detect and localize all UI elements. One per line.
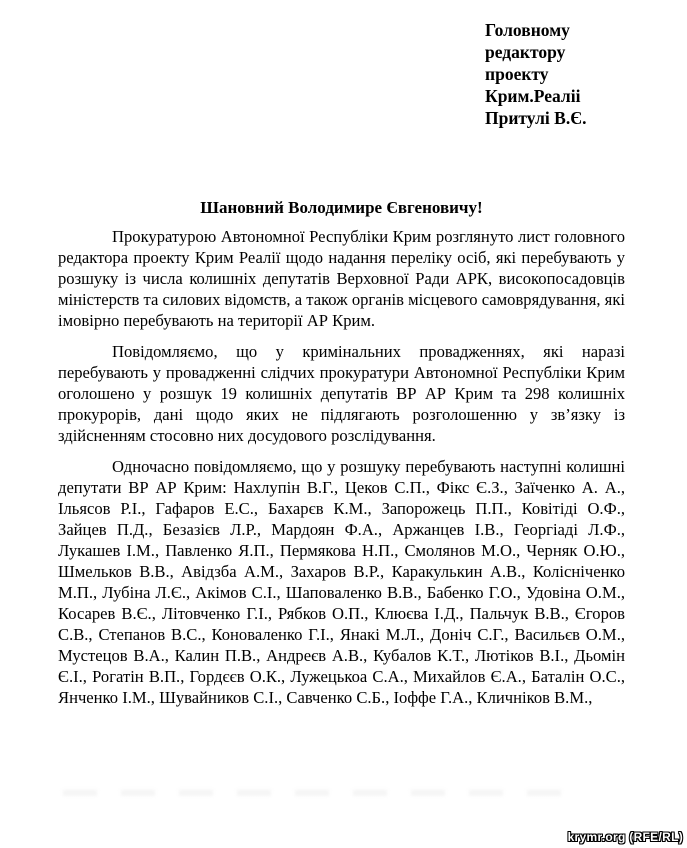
scan-fade-overlay bbox=[0, 730, 687, 815]
paragraph-2: Повідомляємо, що у кримінальних провадженнях, які наразі перебувають у провадженні слідчих прокуратури Автономної Республіки Крим оголошено у розшук 19 колишніх депутатів ВР АР Крим та 298 колишніх прокурорів, дані щодо яких не підлягають розголошенню у зв’язку із здійсненням стосовно них досудового розслідування. bbox=[58, 342, 625, 445]
recipient-line-3: проекту bbox=[485, 64, 549, 84]
recipient-line-5: Притулі В.Є. bbox=[485, 108, 587, 128]
letter-body bbox=[58, 226, 625, 718]
recipient-line-4: Крим.Реаліі bbox=[485, 86, 581, 106]
recipient-line-2: редактору bbox=[485, 42, 566, 62]
paragraph-3-wanted-list: Одночасно повідомляємо, що у розшуку перебувають наступні колишні депутати ВР АР Крим: Нахлупін В.Г., Цеков С.П., Фікс Є.З., Заїченко А. А., Ільясов Р.І., Гафаров Е.С., Бахарєв К.М., Запорожець П.П., Ковітіді О.Ф., Зайцев П.Д., Безазієв Л.Р., Мардоян Ф.А., Аржанцев І.В., Георгіаді Л.Ф., Лукашев І.М., Павленко Я.П., Пермякова Н.П., Смолянов М.О., Черняк О.Ю., Шмельков В.В., Авідзба А.М., Захаров В.Р., Каракулькин А.В., Колісніченко М.П., Лубіна Л.Є., Акімов С.І., Шаповаленко В.В., Бабенко Г.О., Удовіна О.М., Косарев В.Є., Літовченко Г.І., Рябков О.П., Клюєва І.Д., Пальчук В.В., Єгоров С.В., Степанов В.С., Коноваленко Г.І., Янакі М.Л., Доніч С.Г., Васильєв О.М., Мустецов В.А., Калин П.В., Андреєв А.В., Кубалов К.Т., Лютіков В.І., Дьомін Є.І., Рогатін В.П., Гордєєв О.К., Лужецькоа С.А., Михайлов Є.А., Баталін О.С., Янченко І.М., Шувайников С.І., Савченко С.Б., Іоффе Г.А., Кличніков В.М., bbox=[58, 457, 625, 707]
recipient-line-1: Головному bbox=[485, 20, 570, 40]
salutation: Шановний Володимире Євгеновичу! bbox=[200, 198, 483, 217]
paragraph-1: Прокуратурою Автономної Республіки Крим розглянуто лист головного редактора проекту Крим Реалії щодо надання переліку осіб, які перебувають у розшуку із числа колишніх депутатів Верховної Ради АРК, високопосадовців міністерств та силових відомств, а також органів місцевого самоврядування, які імовірно перебувають на території АР Крим. bbox=[58, 227, 625, 330]
scan-cutoff-artifact bbox=[63, 790, 583, 796]
recipient-block bbox=[485, 19, 655, 129]
watermark-krymr-org: krymr.org (RFE/RL) bbox=[567, 830, 683, 844]
